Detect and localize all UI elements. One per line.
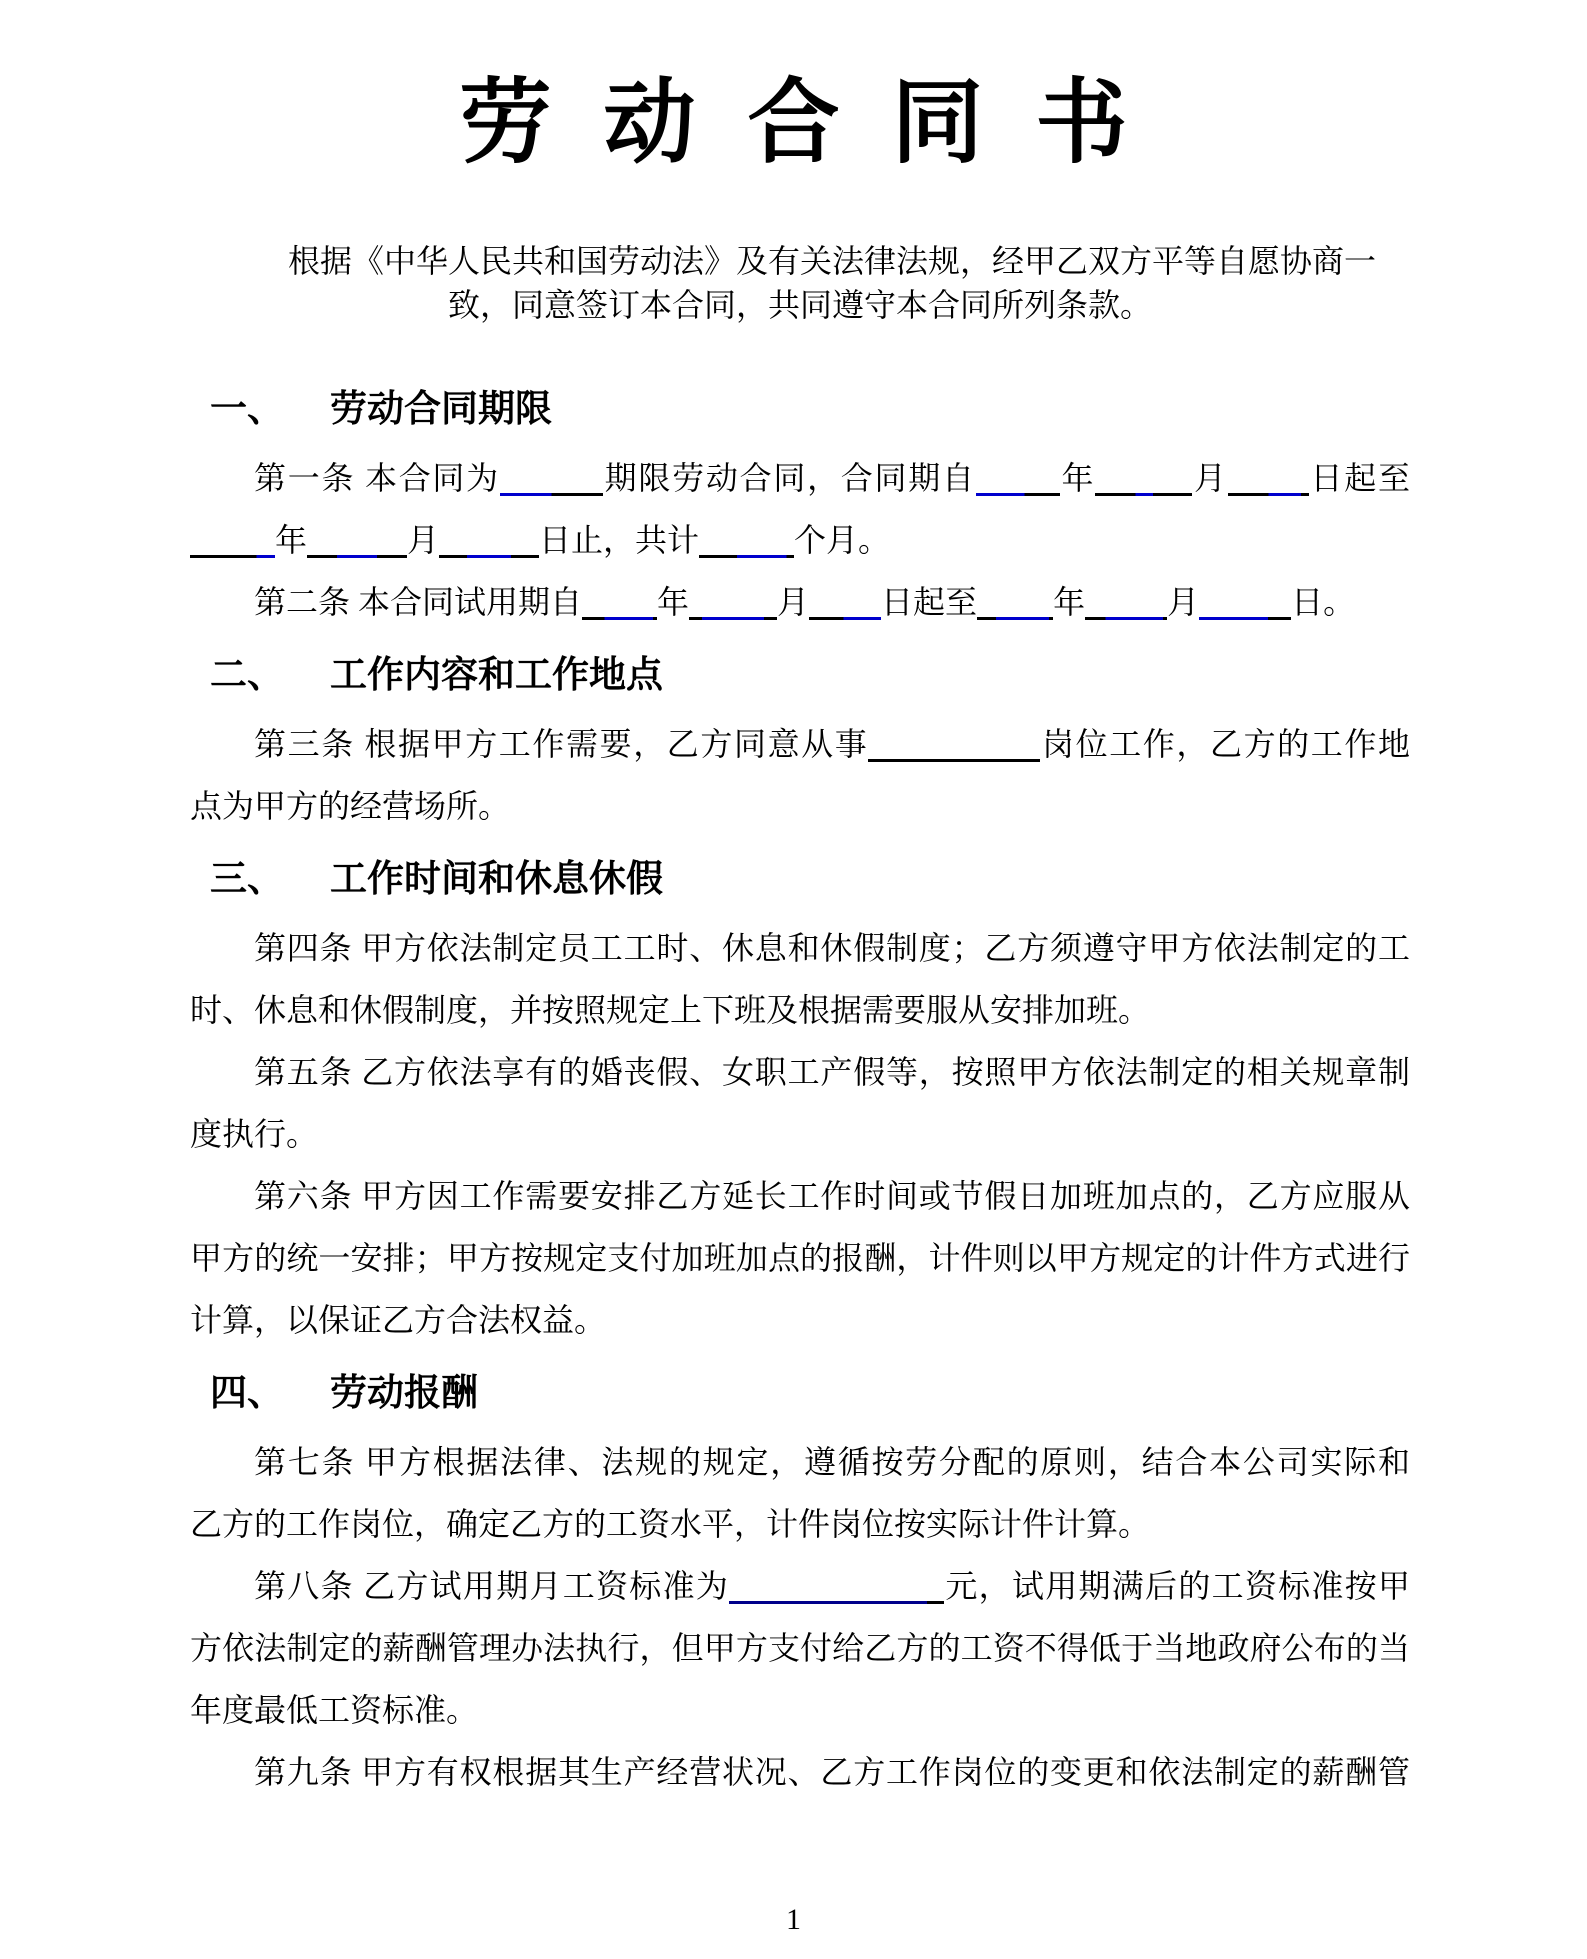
paragraph-line xyxy=(190,447,1410,509)
text-run: 乙方的工作岗位，确定乙方的工资水平，计件岗位按实际计件计算。 xyxy=(190,1506,1151,1543)
text-run: 甲方的统一安排；甲方按规定支付加班加点的报酬，计件则以甲方规定的计件方式进行 xyxy=(190,1240,1410,1277)
section-number: 二、 xyxy=(210,655,284,697)
fill-in-blank[interactable] xyxy=(307,522,407,558)
text-run: 年 xyxy=(1059,460,1096,497)
section-number: 四、 xyxy=(210,1373,284,1415)
section-heading xyxy=(190,1361,1410,1427)
paragraph-line xyxy=(190,1617,1410,1679)
intro-line: 致，同意签订本合同，共同遵守本合同所列条款。 xyxy=(447,287,1152,324)
text-run: 年 xyxy=(1053,584,1086,621)
text-run: 月 xyxy=(1192,460,1228,497)
text-run: 年度最低工资标准。 xyxy=(190,1692,479,1729)
section-number: 一、 xyxy=(210,389,284,431)
text-run: 月 xyxy=(1167,584,1200,621)
text-run: 第一条 本合同为 xyxy=(254,460,500,497)
text-run: 日止，共计 xyxy=(539,522,700,559)
paragraph-line xyxy=(190,1555,1410,1617)
section-heading xyxy=(190,847,1410,913)
paragraph-line xyxy=(190,1103,1410,1165)
text-run: 月 xyxy=(777,584,810,621)
fill-in-blank[interactable] xyxy=(729,1568,944,1604)
page-number: 1 xyxy=(786,1903,801,1936)
fill-in-blank[interactable] xyxy=(699,522,794,558)
section-title: 劳动合同期限 xyxy=(330,389,552,431)
paragraph-line xyxy=(190,571,1410,633)
text-run: 计算，以保证乙方合法权益。 xyxy=(190,1302,607,1339)
text-run: 个月。 xyxy=(794,522,891,559)
fill-in-blank[interactable] xyxy=(1085,584,1167,620)
text-run: 第四条 甲方依法制定员工工时、休息和休假制度；乙方须遵守甲方依法制定的工 xyxy=(254,930,1410,967)
text-run: 月 xyxy=(407,522,440,559)
fill-in-blank[interactable] xyxy=(190,522,275,558)
section-title: 劳动报酬 xyxy=(330,1373,478,1415)
fill-in-blank[interactable] xyxy=(1095,460,1192,496)
text-run: 第五条 乙方依法享有的婚丧假、女职工产假等，按照甲方依法制定的相关规章制 xyxy=(254,1054,1410,1091)
section-heading xyxy=(190,377,1410,443)
paragraph-line xyxy=(190,509,1410,571)
paragraph-line xyxy=(190,1493,1410,1555)
text-run: 期限劳动合同，合同期自 xyxy=(602,460,976,497)
fill-in-blank[interactable] xyxy=(1228,460,1309,496)
intro-paragraph xyxy=(190,239,1410,327)
text-run: 方依法制定的薪酬管理办法执行，但甲方支付给乙方的工资不得低于当地政府公布的当 xyxy=(190,1630,1410,1667)
text-run: 元，试用期满后的工资标准按甲 xyxy=(944,1568,1410,1605)
fill-in-blank[interactable] xyxy=(1199,584,1291,620)
text-run: 第七条 甲方根据法律、法规的规定，遵循按劳分配的原则，结合本公司实际和 xyxy=(254,1444,1410,1481)
text-run: 第三条 根据甲方工作需要，乙方同意从事 xyxy=(254,726,869,763)
section-title: 工作内容和工作地点 xyxy=(330,655,663,697)
paragraph-line xyxy=(190,917,1410,979)
paragraph-line xyxy=(190,713,1410,775)
text-run: 第九条 甲方有权根据其生产经营状况、乙方工作岗位的变更和依法制定的薪酬管 xyxy=(254,1754,1410,1791)
text-run: 岗位工作，乙方的工作地 xyxy=(1040,726,1410,763)
text-run: 时、休息和休假制度，并按照规定上下班及根据需要服从安排加班。 xyxy=(190,992,1151,1029)
text-run: 第六条 甲方因工作需要安排乙方延长工作时间或节假日加班加点的，乙方应服从 xyxy=(254,1178,1410,1215)
paragraph-line xyxy=(190,1289,1410,1351)
fill-in-blank[interactable] xyxy=(500,460,603,496)
document-body xyxy=(190,377,1410,1803)
text-run: 年 xyxy=(657,584,690,621)
paragraph-line xyxy=(190,1041,1410,1103)
paragraph-line xyxy=(190,979,1410,1041)
paragraph-line xyxy=(190,1227,1410,1289)
text-run: 日。 xyxy=(1291,584,1356,621)
paragraph-line xyxy=(190,1679,1410,1741)
paragraph-line xyxy=(190,775,1410,837)
fill-in-blank[interactable] xyxy=(689,584,777,620)
text-run: 日起至 xyxy=(881,584,978,621)
paragraph-line xyxy=(190,1431,1410,1493)
text-run: 点为甲方的经营场所。 xyxy=(190,788,511,825)
paragraph-line xyxy=(190,1741,1410,1803)
fill-in-blank[interactable] xyxy=(439,522,539,558)
text-run: 第八条 乙方试用期月工资标准为 xyxy=(254,1568,730,1605)
paragraph-line xyxy=(190,1165,1410,1227)
fill-in-blank[interactable] xyxy=(976,460,1060,496)
intro-line: 根据《中华人民共和国劳动法》及有关法律法规，经甲乙双方平等自愿协商一 xyxy=(287,243,1376,280)
text-run: 日起至 xyxy=(1308,460,1410,497)
section-title: 工作时间和休息休假 xyxy=(330,859,663,901)
fill-in-blank[interactable] xyxy=(582,584,657,620)
fill-in-blank[interactable] xyxy=(809,584,881,620)
text-run: 第二条 本合同试用期自 xyxy=(254,584,583,621)
text-run: 度执行。 xyxy=(190,1116,319,1153)
fill-in-blank[interactable] xyxy=(977,584,1053,620)
text-run: 年 xyxy=(275,522,308,559)
document-title: 劳动合同书 xyxy=(459,72,1180,174)
fill-in-blank[interactable] xyxy=(868,726,1040,762)
section-heading xyxy=(190,643,1410,709)
section-number: 三、 xyxy=(210,859,284,901)
